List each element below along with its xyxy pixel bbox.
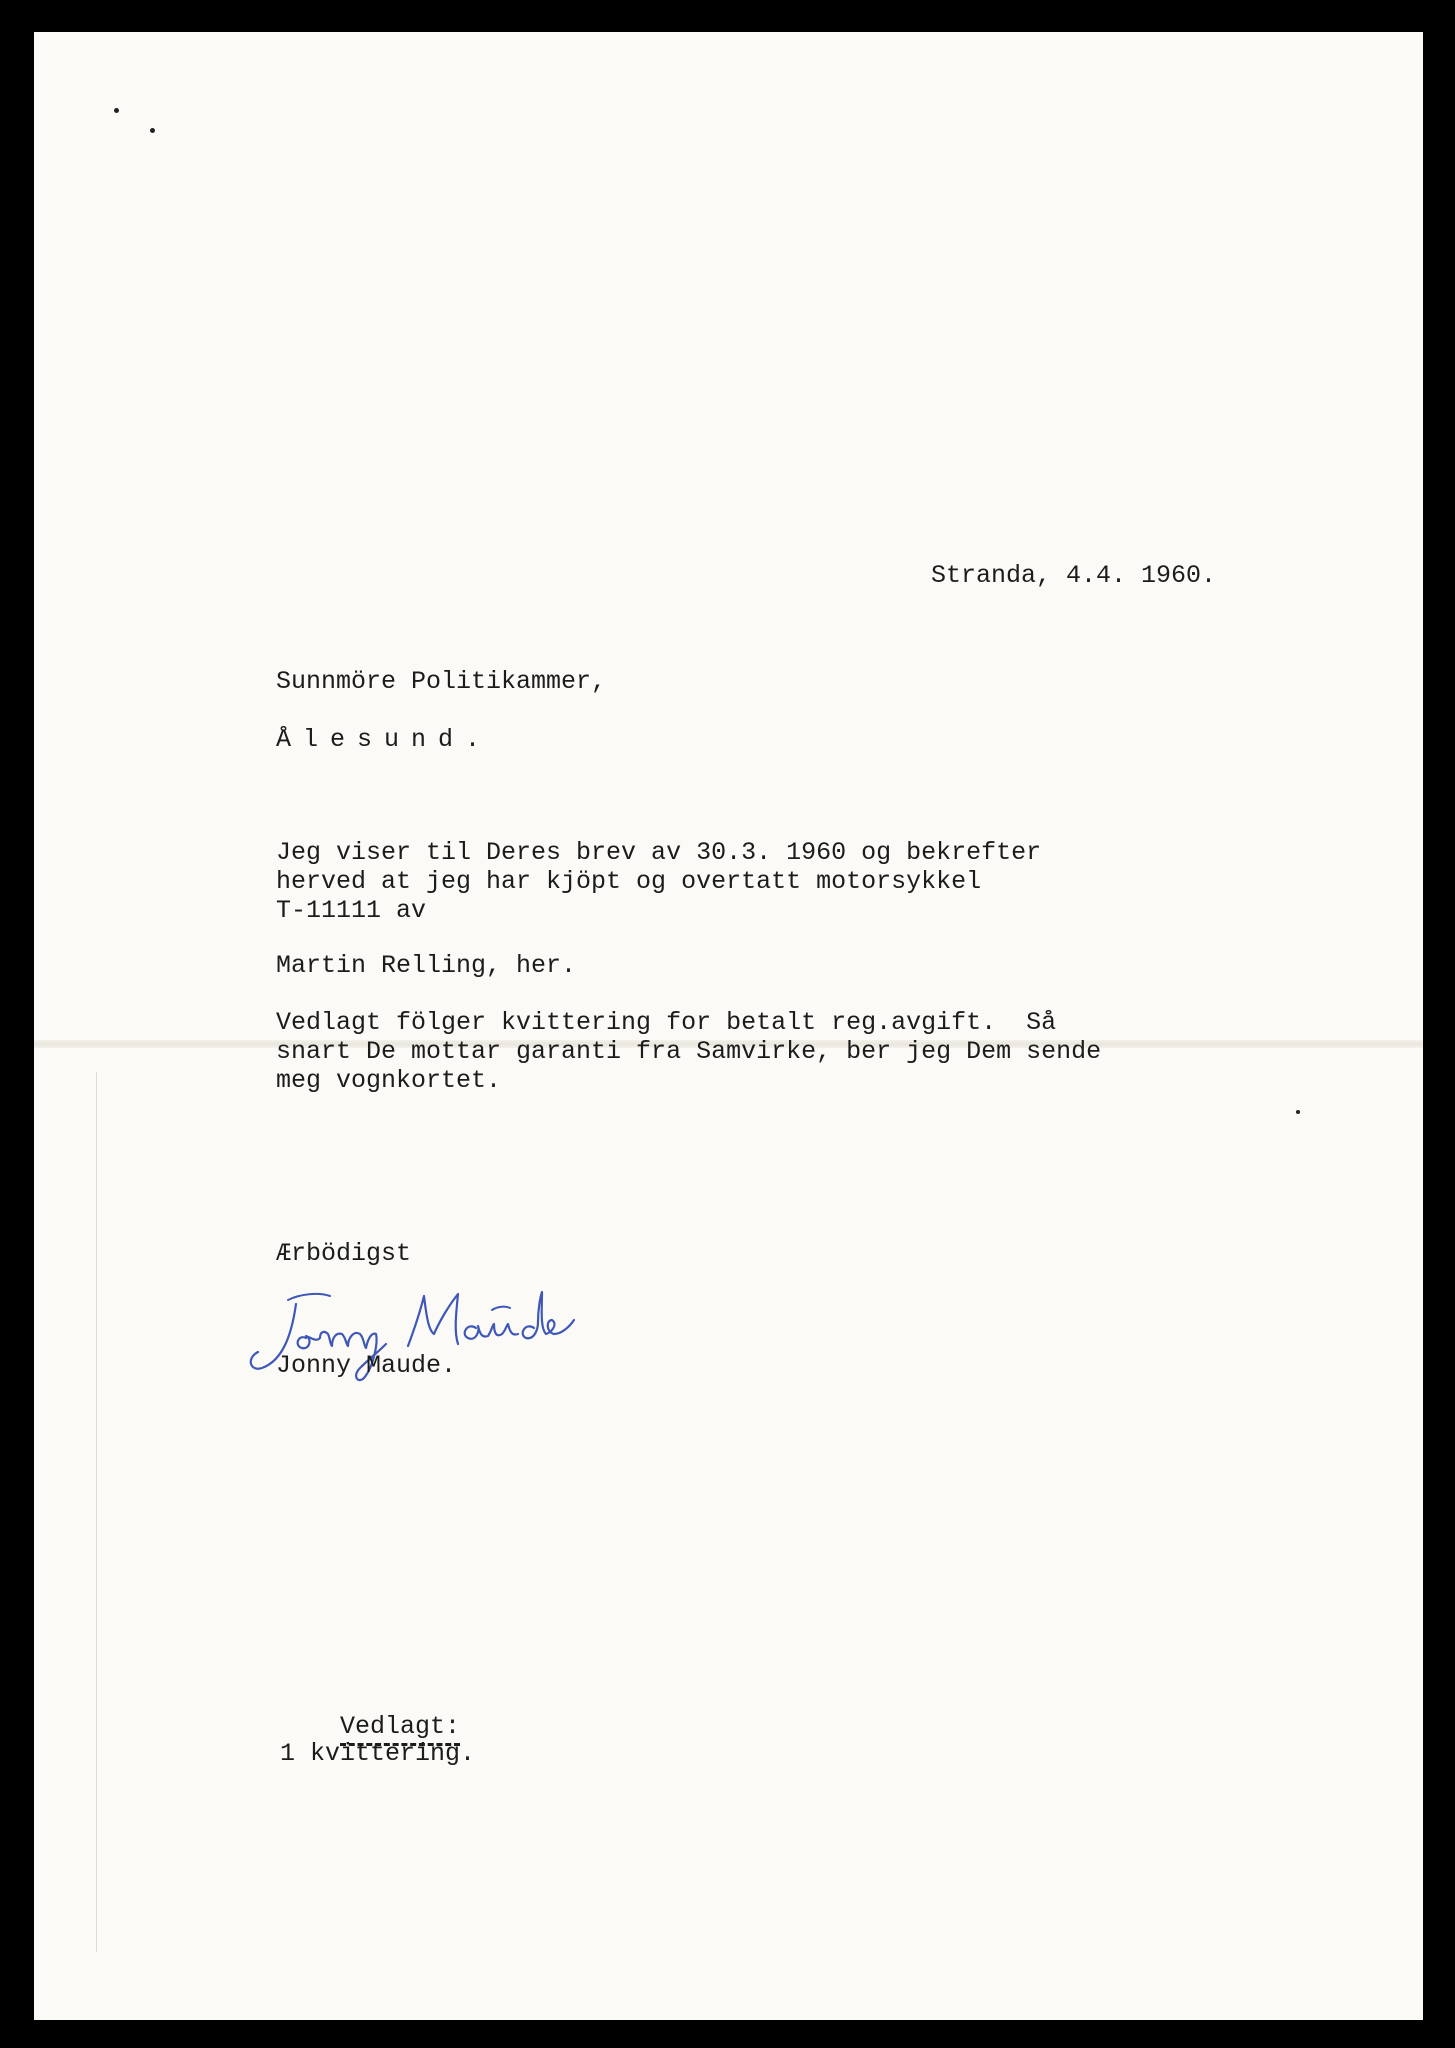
paper-speck: [1296, 1110, 1300, 1114]
paper-speck: [114, 108, 119, 113]
paper-speck: [150, 128, 155, 133]
paper-crease: [96, 1072, 97, 1952]
enclosure-heading-text: Vedlagt:: [340, 1712, 460, 1746]
signer-name: Jonny Maude.: [276, 1351, 457, 1380]
recipient-name: Sunnmöre Politikammer,: [276, 667, 607, 696]
letter-sheet: [34, 32, 1423, 2020]
body-paragraph-3: Vedlagt fölger kvittering for betalt reg.avgift. Så snart De mottar garanti fra Samvirke, ber jeg Dem sende meg vognkortet.: [276, 1008, 1102, 1095]
enclosure-item: 1 kvittering.: [280, 1739, 476, 1768]
place-date: Stranda, 4.4. 1960.: [931, 561, 1217, 590]
recipient-city: Ålesund.: [276, 725, 493, 754]
closing: Ærbödigst: [276, 1239, 412, 1268]
body-paragraph-2: Martin Relling, her.: [276, 951, 577, 980]
body-paragraph-1: Jeg viser til Deres brev av 30.3. 1960 og bekrefter herved at jeg har kjöpt og overtatt motorsykkel T-11111 av: [276, 838, 1042, 925]
